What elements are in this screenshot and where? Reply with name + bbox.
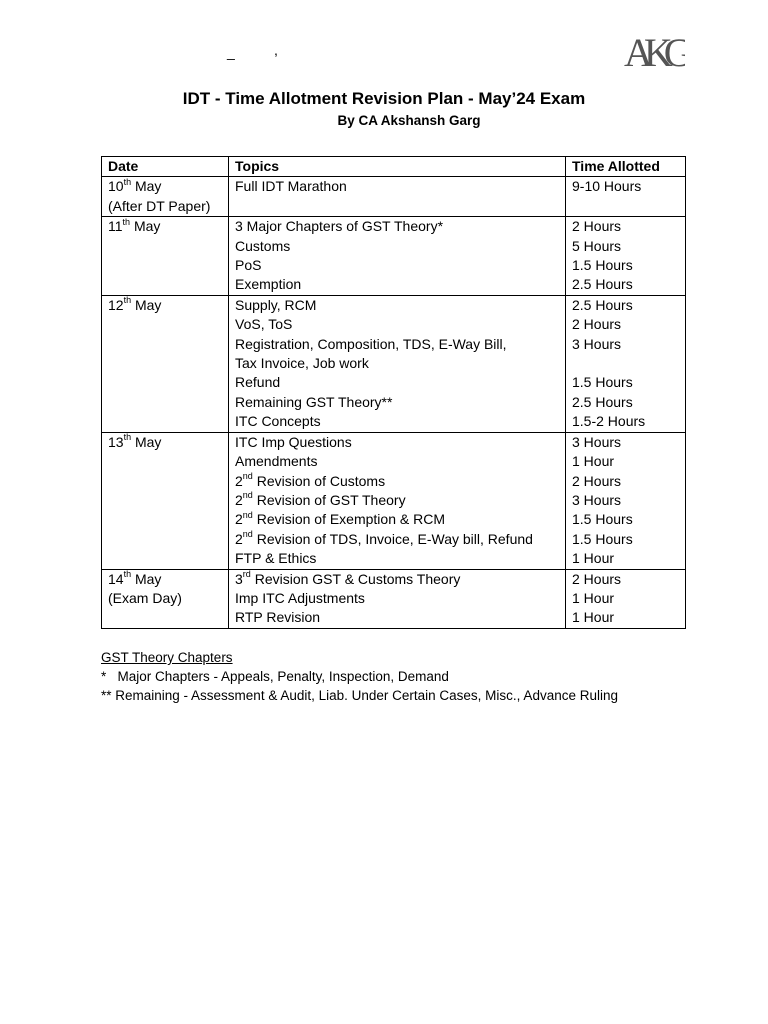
date-line-number: 12 xyxy=(108,296,124,313)
date-line-number: 11 xyxy=(108,218,123,235)
topic-line xyxy=(235,335,559,354)
date-line-ordinal: th xyxy=(123,432,132,443)
topic-line-text: ITC Imp Questions xyxy=(235,433,352,450)
table-row xyxy=(102,217,686,296)
topic-line-ordinal: nd xyxy=(242,509,253,520)
time-line: 1 Hour xyxy=(572,609,615,626)
topic-line-text: Tax Invoice, Job work xyxy=(235,355,369,372)
table-row xyxy=(102,569,686,628)
topic-line xyxy=(235,570,559,589)
topic-line xyxy=(235,256,559,275)
notes-item-remaining: ** Remaining - Assessment & Audit, Liab. Under Certain Cases, Misc., Advance Ruling xyxy=(101,688,618,703)
time-cell xyxy=(566,217,686,296)
time-line: 3 Hours xyxy=(572,433,622,450)
gst-theory-notes xyxy=(101,648,618,705)
topic-line xyxy=(235,296,559,315)
date-line xyxy=(108,177,222,196)
topic-line-text: Registration, Composition, TDS, E-Way Bill, xyxy=(235,335,507,352)
topic-line xyxy=(235,491,559,510)
topic-line xyxy=(235,237,559,256)
time-line: 1.5 Hours xyxy=(572,530,633,547)
topic-line-text: 3 Major Chapters of GST Theory* xyxy=(235,218,444,235)
table-row xyxy=(102,295,686,432)
topic-line-text: Imp ITC Adjustments xyxy=(235,589,365,606)
date-cell xyxy=(102,217,229,296)
topic-line-text: Refund xyxy=(235,374,281,391)
time-line: 2 Hours xyxy=(572,570,622,587)
date-line xyxy=(108,589,222,608)
time-cell xyxy=(566,295,686,432)
topic-line xyxy=(235,315,559,334)
topic-line xyxy=(235,549,559,568)
date-line xyxy=(108,296,222,315)
topics-cell xyxy=(229,295,566,432)
topic-line-text: Revision of TDS, Invoice, E-Way bill, Refund xyxy=(252,530,533,547)
notes-heading: GST Theory Chapters xyxy=(101,650,233,665)
topic-line-text: Exemption xyxy=(235,276,302,293)
date-line-ordinal: th xyxy=(122,216,131,227)
topic-line-text: Revision of Exemption & RCM xyxy=(252,511,445,528)
time-line: 3 Hours xyxy=(572,491,622,508)
table-header-row xyxy=(102,157,686,177)
header-time-allotted: Time Allotted xyxy=(566,157,686,177)
topic-line xyxy=(235,373,559,392)
topic-line-text: Full IDT Marathon xyxy=(235,178,347,195)
topic-line xyxy=(235,589,559,608)
topic-line xyxy=(235,177,559,196)
date-cell xyxy=(102,569,229,628)
page-title: IDT - Time Allotment Revision Plan - May’24 Exam xyxy=(182,89,586,108)
time-line: 1.5-2 Hours xyxy=(572,413,646,430)
revision-plan-table xyxy=(101,156,686,629)
time-cell xyxy=(566,432,686,569)
date-line-ordinal: th xyxy=(123,295,132,306)
time-line: 9-10 Hours xyxy=(572,178,642,195)
topic-line-text: PoS xyxy=(235,257,262,274)
svg-text:AKG: AKG xyxy=(624,30,684,72)
date-line xyxy=(108,433,222,452)
topic-line-text: RTP Revision xyxy=(235,609,321,626)
time-line: 1 Hour xyxy=(572,453,615,470)
page-subtitle: By CA Akshansh Garg xyxy=(337,113,481,128)
date-cell xyxy=(102,177,229,217)
date-line-text: May xyxy=(131,178,162,195)
header-date: Date xyxy=(102,157,229,177)
stray-underscore-mark: _ xyxy=(227,44,235,60)
topic-line-number: 3 xyxy=(235,570,243,587)
date-line xyxy=(108,217,222,236)
topic-line xyxy=(235,354,559,373)
time-cell xyxy=(566,569,686,628)
topic-line-text: FTP & Ethics xyxy=(235,550,317,567)
time-line: 1 Hour xyxy=(572,589,615,606)
topic-line xyxy=(235,275,559,294)
topic-line-text: Revision GST & Customs Theory xyxy=(250,570,461,587)
time-line: 2 Hours xyxy=(572,316,622,333)
table-row xyxy=(102,177,686,217)
time-line: 5 Hours xyxy=(572,237,622,254)
notes-item-major: * Major Chapters - Appeals, Penalty, Inspection, Demand xyxy=(101,669,449,684)
topic-line-ordinal: rd xyxy=(242,568,251,579)
topic-line xyxy=(235,608,559,627)
date-line-text: May xyxy=(131,570,162,587)
topic-line-number: 2 xyxy=(235,511,243,528)
topic-line-text: Remaining GST Theory** xyxy=(235,393,393,410)
date-line-text: May xyxy=(130,218,161,235)
table-row xyxy=(102,432,686,569)
topics-cell xyxy=(229,569,566,628)
topics-cell xyxy=(229,217,566,296)
topic-line-ordinal: nd xyxy=(242,490,253,501)
topic-line-ordinal: nd xyxy=(242,470,253,481)
time-line: 2 Hours xyxy=(572,472,622,489)
topic-line-text: Amendments xyxy=(235,453,318,470)
time-line: 1.5 Hours xyxy=(572,511,633,528)
time-line: 2.5 Hours xyxy=(572,296,633,313)
date-line-number: 13 xyxy=(108,433,124,450)
topic-line-text: Revision of GST Theory xyxy=(252,491,406,508)
time-line: 2 Hours xyxy=(572,218,622,235)
topic-line-number: 2 xyxy=(235,491,243,508)
time-line xyxy=(572,354,679,373)
time-line: 2.5 Hours xyxy=(572,276,633,293)
topic-line xyxy=(235,433,559,452)
time-cell xyxy=(566,177,686,217)
topic-line-ordinal: nd xyxy=(242,529,253,540)
topic-line xyxy=(235,393,559,412)
date-line-text: May xyxy=(131,296,162,313)
topic-line xyxy=(235,472,559,491)
date-line xyxy=(108,570,222,589)
date-line-text: May xyxy=(131,433,162,450)
time-line: 3 Hours xyxy=(572,335,622,352)
date-line-ordinal: th xyxy=(123,176,132,187)
topics-cell xyxy=(229,432,566,569)
time-line: 1.5 Hours xyxy=(572,374,633,391)
topic-line xyxy=(235,412,559,431)
topics-cell xyxy=(229,177,566,217)
topic-line-text: VoS, ToS xyxy=(235,316,293,333)
date-line-ordinal: th xyxy=(123,568,132,579)
time-line: 1.5 Hours xyxy=(572,257,633,274)
header-topics: Topics xyxy=(229,157,566,177)
akg-logo xyxy=(623,26,685,72)
date-line xyxy=(108,197,222,216)
topic-line-text: Revision of Customs xyxy=(252,472,386,489)
topic-line-number: 2 xyxy=(235,472,243,489)
topic-line-number: 2 xyxy=(235,530,243,547)
time-line: 1 Hour xyxy=(572,550,615,567)
topic-line xyxy=(235,510,559,529)
date-line-number: 14 xyxy=(108,570,124,587)
topic-line xyxy=(235,452,559,471)
date-line-text: (Exam Day) xyxy=(108,589,182,606)
date-cell xyxy=(102,295,229,432)
stray-comma-mark: , xyxy=(274,42,278,58)
date-cell xyxy=(102,432,229,569)
topic-line-text: Supply, RCM xyxy=(235,296,317,313)
topic-line-text: ITC Concepts xyxy=(235,413,321,430)
topic-line-text: Customs xyxy=(235,237,291,254)
topic-line xyxy=(235,530,559,549)
date-line-text: (After DT Paper) xyxy=(108,197,211,214)
topic-line xyxy=(235,217,559,236)
time-line: 2.5 Hours xyxy=(572,393,633,410)
date-line-number: 10 xyxy=(108,178,124,195)
